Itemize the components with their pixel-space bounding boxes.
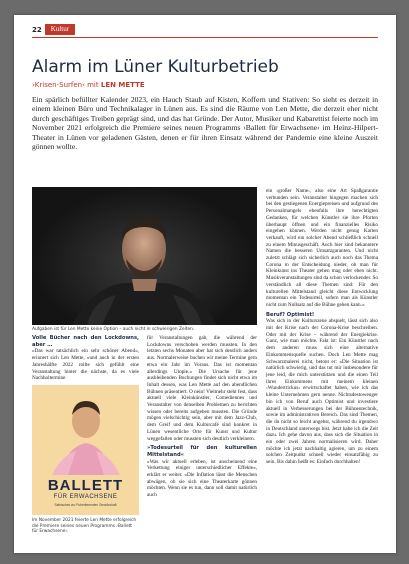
column-2-heading: »Todesurteil für den kulturellen Mittelstand« xyxy=(147,445,257,458)
column-1-text: »Das war tatsächlich ein sehr schöner Abend«, erinnert sich Len Mette, »und auch in der ersten Jahreshälfte 2022 rollte sich gefühlt eine Veranstaltung hinter die nächste, da es viele Nachholtermine xyxy=(32,348,139,382)
portrait-illustration xyxy=(32,187,257,325)
program-poster xyxy=(32,385,139,515)
magazine-page xyxy=(14,15,396,553)
page-header xyxy=(32,24,75,35)
column-3 xyxy=(266,188,378,550)
column-2-text: für Veranstaltungen gab, die während der Lockdowns verschoben werden mussten. In den letzten sechs Monaten aber hat sich deutlich anders aus. Normalerweise buchen wir meine Termine gern etwa ein Jahr im Voraus. Das ist momentan allerdings Utopie.« Die Ursache für jene ausbleibenden Buchungen findet sich nicht etwa im Inhalt dessen, was Len Mette auf den abendlichen Bühnen präsentiert. O nein! Vielmehr steht fest, dass aktuell viele Kleinkünstler, Comediennes und Veranstalter von denselben Problemen zu berichten wissen oder bereits aufgeben mussten. Die Gründe mögen vielschichtig sein, aber mit dem Jazz-Club, dem Greif und dem Kulturcafé sind konkret in Lünen wesentliche Orte für Kunst und Kultur weggefallen oder mussten sich deutlich verkleinern. xyxy=(147,335,257,442)
column-1-heading: Volle Bücher nach den Lockdowns, aber … xyxy=(32,335,139,348)
article-intro: Ein spärlich befüllter Kalender 2023, ein Hauch Staub auf Kisten, Koffern und Stativen: So sieht es derzeit in einem kleinen Büro und Technikalager in Lünen aus. Es sind die Räume von Len Mette, die derzeit eher nicht durch geschäftiges Treiben geprägt sind, und das hat Gründe. Der Autor, Musiker und Kabarettist feierte noch im November 2021 erfolgreich die Premiere seines neuen Programms ›Ballett für Erwachsene‹ im Heinz-Hilpert-Theater in Lünen vor geladenen Gästen, denen er für ihren Einsatz während der Pandemie eine kleine Auszeit gönnen wollte. xyxy=(32,95,378,152)
subtitle-prefix: ›Krisen-Surfen‹ mit xyxy=(32,81,99,89)
poster-title: BALLETT xyxy=(47,477,124,494)
article-subtitle xyxy=(32,81,145,89)
poster-tagline: Satirisches zur Pubertierenden Gesellschaft xyxy=(54,503,117,507)
poster-subtitle: FÜR ERWACHSENE xyxy=(53,494,118,500)
section-label: Kultur xyxy=(45,24,75,35)
photo-caption: Aufgaben ist für Len Mette keine Option – auch nicht in schwierigen Zeiten. xyxy=(32,327,195,332)
column-1 xyxy=(32,335,139,383)
column-3-text-2: Was sich in der Kulturszene abspielt, lässt sich also mit der Krise nach der Corona-Krise beschreiben. Oder mit der Krise – während der Energiekrise. Ganz, wie man möchte. Fakt ist: Ein Künstler nach dem anderen muss sich eine alternative Einkommensquelle suchen. Doch Len Mette mag Schwarzmalerei nicht, betont er: »Die Situation ist natürlich schwierig, und das tut mir insbesondere für jene leid, die mich unterstützen und die einen Teil ihres Einkommens mit meinem kleinen ›Wundertrickus‹ erwirtschaftet haben, wie ich das kleine Unternehmen gern nenne. Nichtsdestowenger bin ich von Beruf auch Optimist und investiere aktuell in Verbesserungen bei der Bühnentechnik, sowie im administrativen Bereich. Das sind Themen, die du nicht so leicht angehst, während du irgendwo in Deutschland unterwegs bist. Jetzt habe ich die Zeit dazu. Ich gehe davon aus, dass sich die Situation in ein oder zwei Jahren normalisieren wird. Daher möchte ich jetzt nachhaltig agieren, um zu einem solchen Zeitpunkt schnell wieder einsatzfähig zu sein. Bis dahin heißt es: Einfach durchhalten! xyxy=(266,318,378,466)
column-3-heading: Beruf? Optimist! xyxy=(266,311,315,318)
page-number: 22 xyxy=(32,25,42,34)
author-name: LEN METTE xyxy=(100,81,145,89)
header-rule xyxy=(32,37,378,38)
portrait-photo xyxy=(32,187,257,325)
poster-figure xyxy=(32,385,139,475)
column-3-text: ein ›großer Name‹, also eine Art Spaßgarantie verbunden sein. Veranstalter hingegen machen sich bei den gestiegenen Energiepreisen und aufgrund des Personalmangels ebenfalls ihre berechtigten Gedanken, für welchen Künstler sie ihre Pforten überhaupt öffnen und ein finanzielles Risiko eingehen können. Werden nicht genug Karten verkauft, wird ein solcher Abend schließlich schnell zu einem Minusgeschäft. Auch hier sind bekanntere Namen die besseren Umsatzgaranten. Und nicht zuletzt schlägt sich sicherlich auch noch das Thema Corona in der Entscheidung nieder, ob man für Kleinkunst ins Theater gehen mag oder eben nicht. Musikveranstaltungen sind da schon verlockender. So verständlich all diese Themen sind: Für den kulturellen Mittelstand gleicht diese Entwicklung momentan ein Todesurteil, sofern man als Künstler nicht zum Nullsatz auf die Bühne gehen kann.« xyxy=(266,188,378,308)
column-2-text-2: »Was wir aktuell erleben, ist anscheinend eine Verkettung einiger unterschiedlicher Effekte«, erklärt er weiter. »Die Inflation lässt die Menschen abwägen, ob sie sich eine Theaterkarte gönnen möchten. Wenn sie es tun, dann soll damit natürlich auch xyxy=(147,458,257,499)
column-2 xyxy=(147,335,257,549)
article-title: Alarm im Lüner Kulturbetrieb xyxy=(32,57,279,77)
poster-caption: Im November 2021 feierte Len Mette erfolgreich die Premiere seines neuen Programms ›Ballett für Erwachsene‹. xyxy=(32,518,137,534)
